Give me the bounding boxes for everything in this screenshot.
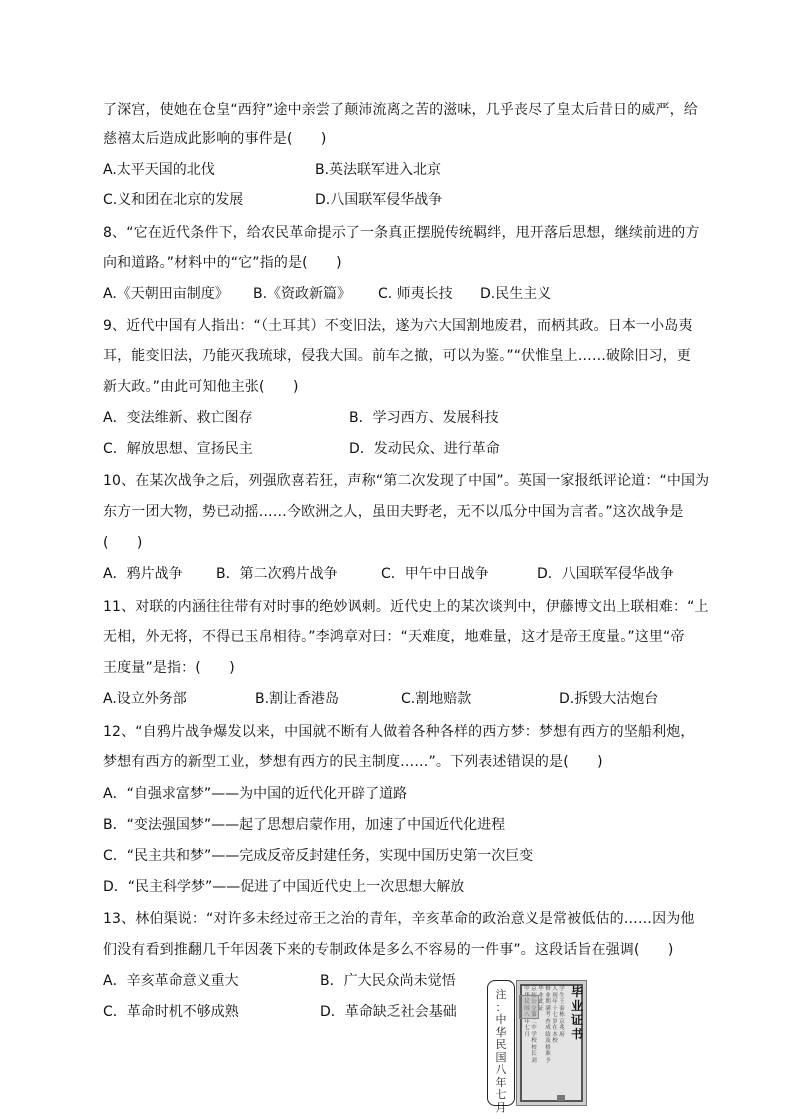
- q11-option-d: D.拆毁大沽炮台: [559, 691, 659, 707]
- q7-continuation-line-1: 了深宫，使她在仓皇“西狩”途中亲尝了颠沛流离之苦的滋味，几乎丧尽了皇太后昔日的威严，给: [103, 102, 698, 118]
- q12-stem-line-2: 梦想有西方的新型工业，梦想有西方的民主制度……”。下列表述错误的是( ): [103, 754, 603, 770]
- certificate-column-2: 人 现 年 十 七 岁 在 本 校: [552, 986, 558, 1044]
- q8-options-row: [103, 284, 551, 304]
- q7-option-c: C.义和团在北京的发展: [103, 192, 244, 208]
- q10-option-b: B．第二次鸦片战争: [216, 566, 338, 582]
- q11-stem-line-3: 王度量”是指：( ): [103, 660, 235, 676]
- q10-option-a: A．鸦片战争: [103, 566, 183, 582]
- q9-options-row-1: [103, 408, 499, 428]
- certificate-column-6: 中 华 民 国 八 年 七 月: [524, 986, 530, 1038]
- q11-option-a: A.设立外务部: [103, 691, 187, 707]
- certificate-column-3: 修 业 期 满 考 查 成 绩 及 格 准 予: [545, 986, 551, 1064]
- q13-option-b: B．广大民众尚未觉悟: [320, 973, 456, 989]
- q11-stem-line-2: 无相，外无将，不得已玉帛相待。”李鸿章对曰：“天难度，地难量，这才是帝王度量。”这里“帝: [103, 629, 685, 645]
- q7-option-d: D.八国联军侵华战争: [315, 192, 443, 208]
- certificate-photo: [516, 980, 587, 1106]
- q8-option-b: B.《资政新篇》: [253, 286, 352, 302]
- q7-options-row-1: [103, 160, 441, 180]
- q8-option-a: A.《天朝田亩制度》: [103, 286, 229, 302]
- q10-stem-line-2: 东方一团大物，势已动摇……今欧洲之人，虽田夫野老，无不以瓜分中国为言者。”这次战争是: [103, 504, 684, 520]
- q7-continuation-line-2: 慈禧太后造成此影响的事件是( ): [103, 131, 327, 147]
- q10-option-c: C．甲午中日战争: [381, 566, 489, 582]
- certificate-note-text: 注 ： 中 华 民 国 八 年 七 月: [495, 988, 507, 1114]
- graduation-certificate-image: [487, 980, 587, 1114]
- q11-option-b: B.割让香港岛: [255, 691, 340, 707]
- certificate-title: 毕 业 证 书: [570, 985, 583, 1041]
- q11-option-c: C.割地赔款: [401, 691, 472, 707]
- certificate-photo-seal: [519, 995, 539, 1019]
- q12-option-b: B．“变法强国梦”——起了思想启蒙作用，加速了中国近代化进程: [103, 817, 506, 833]
- q13-options-row-1: [103, 971, 456, 991]
- q13-option-d: D．革命缺乏社会基础: [320, 1004, 457, 1020]
- q10-options-row: [103, 564, 674, 584]
- certificate-column-1: 学 生 王 泰 栋 京 兆 府: [559, 986, 565, 1038]
- q9-option-c: C．解放思想、宣扬民主: [103, 441, 253, 457]
- q9-stem-line-1: 9、近代中国有人指出：“（土耳其）不变旧法，遂为六大国割地废君，而柄其政。日本一小岛夷: [103, 318, 693, 334]
- q8-stem-line-1: 8、“它在近代条件下，给农民革命提示了一条真正摆脱传统羁绊，甩开落后思想，继续前进的方: [103, 225, 700, 241]
- q13-stem-line-1: 13、林伯渠说：“对许多未经过帝王之治的青年，辛亥革命的政治意义是常被低估的……因为他: [103, 911, 695, 927]
- q10-stem-line-3: ( ): [103, 535, 143, 551]
- q13-option-c: C．革命时机不够成熟: [103, 1004, 239, 1020]
- q8-stem-line-2: 向和道路。”材料中的“它”指的是( ): [103, 255, 342, 271]
- q9-option-b: B．学习西方、发展科技: [349, 410, 499, 426]
- q13-stem-line-2: 们没有看到推翻几千年因袭下来的专制政体是多么不容易的一件事”。这段话旨在强调( ): [103, 942, 674, 958]
- certificate-note-box: [487, 980, 515, 1114]
- q13-options-row-2: [103, 1002, 457, 1022]
- q9-stem-line-2: 耳，能变旧法，乃能灭我琉球，侵我大国。前车之撤，可以为鉴。”“伏惟皇上……破除旧习，更: [103, 348, 691, 364]
- q13-option-a: A．辛亥革命意义重大: [103, 973, 239, 989]
- q12-option-d: D．“民主科学梦”——促进了中国近代史上一次思想大解放: [103, 879, 465, 895]
- q9-stem-line-3: 新大政。”由此可知他主张( ): [103, 379, 299, 395]
- certificate-corner-mark: [557, 1095, 565, 1101]
- q12-option-c: C．“民主共和梦”——完成反帝反封建任务，实现中国历史第一次巨变: [103, 848, 534, 864]
- q12-option-a: A．“自强求富梦”——为中国的近代化开辟了道路: [103, 786, 408, 802]
- q7-option-b: B.英法联军进入北京: [315, 162, 442, 178]
- q8-option-c: C. 师夷长技: [378, 286, 453, 302]
- q8-option-d: D.民生主义: [480, 286, 552, 302]
- q9-option-a: A．变法维新、救亡图存: [103, 410, 253, 426]
- q9-options-row-2: [103, 439, 500, 459]
- q11-options-row: [103, 689, 658, 709]
- q9-option-d: D．发动民众、进行革命: [349, 441, 500, 457]
- certificate-column-4: 毕 业 此 证: [538, 986, 544, 1012]
- q10-stem-line-1: 10、在某次战争之后，列强欣喜若狂，声称“第二次发现了中国”。英国一家报纸评论道：“中国为: [103, 473, 710, 489]
- certificate-column-5: 京 师 公 立 第 二 中 学 校 校 长 刘: [531, 986, 537, 1064]
- q12-stem-line-1: 12、“自鸦片战争爆发以来，中国就不断有人做着各种各样的西方梦：梦想有西方的坚船利炮，: [103, 724, 695, 740]
- q10-option-d: D．八国联军侵华战争: [537, 566, 674, 582]
- q7-options-row-2: [103, 190, 442, 210]
- q11-stem-line-1: 11、对联的内涵往往带有对时事的绝妙讽刺。近代史上的某次谈判中，伊藤博文出上联相难：“上: [103, 599, 709, 615]
- q7-option-a: A.太平天国的北伐: [103, 162, 215, 178]
